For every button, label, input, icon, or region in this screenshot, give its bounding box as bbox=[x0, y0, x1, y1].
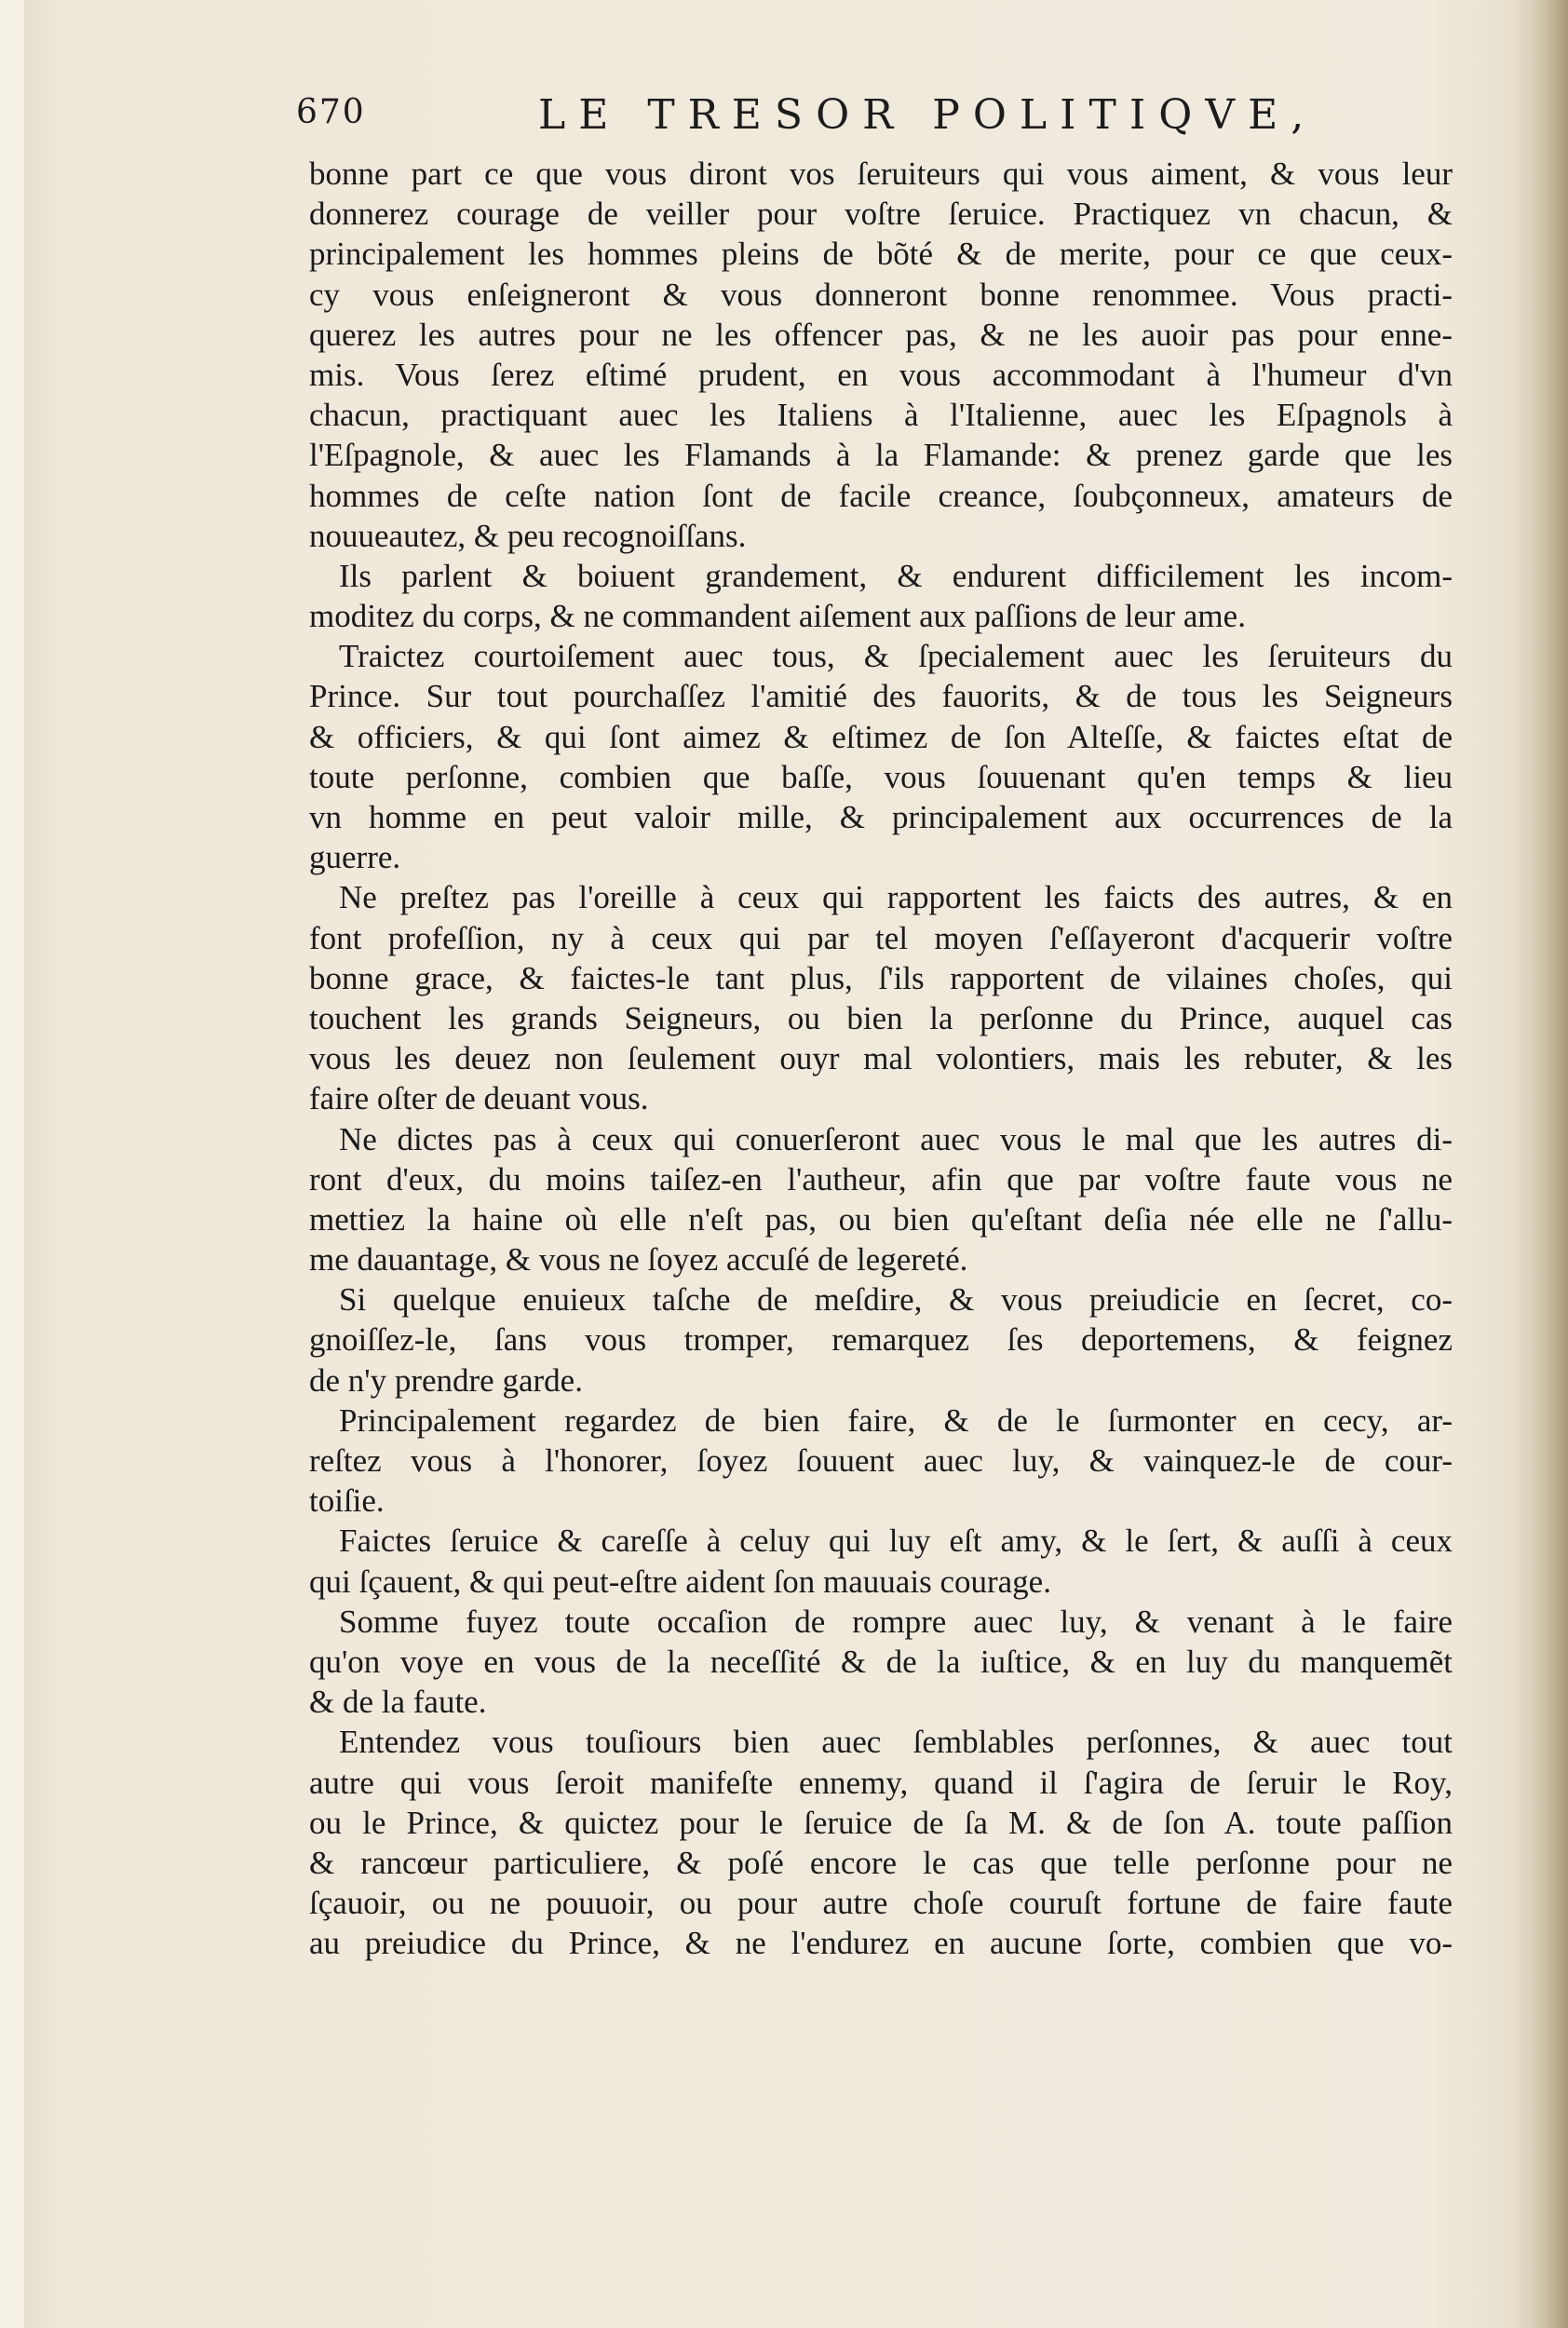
text-line: Traictez courtoiſement auec tous, & ſpecialement auec les ſeruiteurs du bbox=[339, 638, 1453, 675]
text-line: Prince. Sur tout pourchaſſez l'amitié des fauorits, & de tous les Seigneurs bbox=[309, 678, 1453, 715]
text-line: de n'y prendre garde. bbox=[309, 1361, 583, 1399]
text-line: me dauantage, & vous ne ſoyez accuſé de legereté. bbox=[309, 1241, 968, 1279]
text-line: qui ſçauent, & qui peut-eſtre aident ſon mauuais courage. bbox=[309, 1563, 1051, 1600]
text-line: mettiez la haine où elle n'eſt pas, ou bien qu'eſtant deſia née elle ne ſ'allu- bbox=[309, 1200, 1453, 1238]
text-line: & de la faute. bbox=[309, 1684, 487, 1721]
text-line: bonne part ce que vous diront vos ſeruiteurs qui vous aiment, & vous leur bbox=[309, 156, 1453, 192]
running-title: LE TRESOR POLITIQVE, bbox=[538, 91, 1318, 139]
text-line: nouueautez, & peu recognoiſſans. bbox=[309, 517, 747, 554]
text-line: chacun, practiquant auec les Italiens à l'Italienne, auec les Eſpagnols à bbox=[309, 397, 1453, 434]
body-text bbox=[309, 154, 1453, 1963]
text-line: ſçauoir, ou ne pouuoir, ou pour autre choſe couruſt fortune de faire faute bbox=[309, 1885, 1453, 1922]
text-line: touchent les grands Seigneurs, ou bien la perſonne du Prince, auquel cas bbox=[309, 999, 1453, 1036]
text-line: au preiudice du Prince, & ne l'endurez en aucune ſorte, combien que vo- bbox=[309, 1925, 1453, 1962]
text-line: guerre. bbox=[309, 839, 401, 876]
text-line: hommes de ceſte nation ſont de facile creance, ſoubçonneux, amateurs de bbox=[309, 477, 1453, 514]
text-line: toute perſonne, combien que baſſe, vous ſouuenant qu'en temps & lieu bbox=[309, 758, 1453, 795]
text-line: Ne dictes pas à ceux qui conuerſeront auec vous le mal que les autres di- bbox=[339, 1120, 1453, 1157]
text-line: faire oſter de deuant vous. bbox=[309, 1080, 649, 1117]
text-line: toiſie. bbox=[309, 1482, 385, 1520]
text-line: & officiers, & qui ſont aimez & eſtimez de ſon Alteſſe, & faictes eſtat de bbox=[309, 718, 1453, 755]
text-line: Somme fuyez toute occaſion de rompre auec luy, & venant à le faire bbox=[339, 1603, 1453, 1640]
text-line: autre qui vous ſeroit manifeſte ennemy, quand il ſ'agira de ſeruir le Roy, bbox=[309, 1764, 1453, 1801]
text-line: Ne preſtez pas l'oreille à ceux qui rapportent les faicts des autres, & en bbox=[339, 879, 1453, 916]
text-line: font profeſſion, ny à ceux qui par tel moyen ſ'eſſayeront d'acquerir voſtre bbox=[309, 919, 1453, 956]
text-line: Ils parlent & boiuent grandement, & endurent difficilement les incom- bbox=[339, 557, 1453, 594]
page-edge-shadow bbox=[1512, 0, 1568, 2328]
text-line: moditez du corps, & ne commandent aiſement aux paſſions de leur ame. bbox=[309, 598, 1246, 635]
text-line: vn homme en peut valoir mille, & principalement aux occurrences de la bbox=[309, 799, 1453, 835]
text-line: mis. Vous ſerez eſtimé prudent, en vous accommodant à l'humeur d'vn bbox=[309, 356, 1453, 393]
text-line: bonne grace, & faictes-le tant plus, ſ'ils rapportent de vilaines choſes, qui bbox=[309, 959, 1453, 996]
text-line: vous les deuez non ſeulement ouyr mal volontiers, mais les rebuter, & les bbox=[309, 1040, 1453, 1077]
text-line: qu'on voye en vous de la neceſſité & de la iuſtice, & en luy du manquemẽt bbox=[309, 1643, 1453, 1680]
text-line: l'Eſpagnole, & auec les Flamands à la Flamande: & prenez garde que les bbox=[309, 437, 1453, 474]
text-line: ou le Prince, & quictez pour le ſeruice de ſa M. & de ſon A. toute paſſion bbox=[309, 1804, 1453, 1841]
page-header bbox=[296, 93, 1451, 149]
text-line: Si quelque enuieux taſche de meſdire, & vous preiudicie en ſecret, co- bbox=[339, 1281, 1453, 1319]
text-line: Entendez vous touſiours bien auec ſemblables perſonnes, & auec tout bbox=[339, 1724, 1453, 1761]
text-line: donnerez courage de veiller pour voſtre ſeruice. Practiquez vn chacun, & bbox=[309, 196, 1453, 233]
text-line: & rancœur particuliere, & poſé encore le cas que telle perſonne pour ne bbox=[309, 1844, 1453, 1881]
text-line: Principalement regardez de bien faire, & de le ſurmonter en cecy, ar- bbox=[339, 1401, 1453, 1439]
text-line: Faictes ſeruice & careſſe à celuy qui luy eſt amy, & le ſert, & auſſi à ceux bbox=[339, 1523, 1453, 1560]
page-number: 670 bbox=[296, 93, 366, 131]
text-line: principalement les hommes pleins de bõté & de merite, pour ce que ceux- bbox=[309, 236, 1453, 273]
text-line: reſtez vous à l'honorer, ſoyez ſouuent auec luy, & vainquez-le de cour- bbox=[309, 1442, 1453, 1479]
text-line: cy vous enſeigneront & vous donneront bonne renommee. Vous practi- bbox=[309, 276, 1453, 313]
text-line: querez les autres pour ne les offencer pas, & ne les auoir pas pour enne- bbox=[309, 316, 1453, 353]
text-line: ront d'eux, du moins taiſez-en l'autheur, afin que par voſtre faute vous ne bbox=[309, 1160, 1453, 1198]
text-line: gnoiſſez-le, ſans vous tromper, remarquez ſes deportemens, & feignez bbox=[309, 1321, 1453, 1359]
